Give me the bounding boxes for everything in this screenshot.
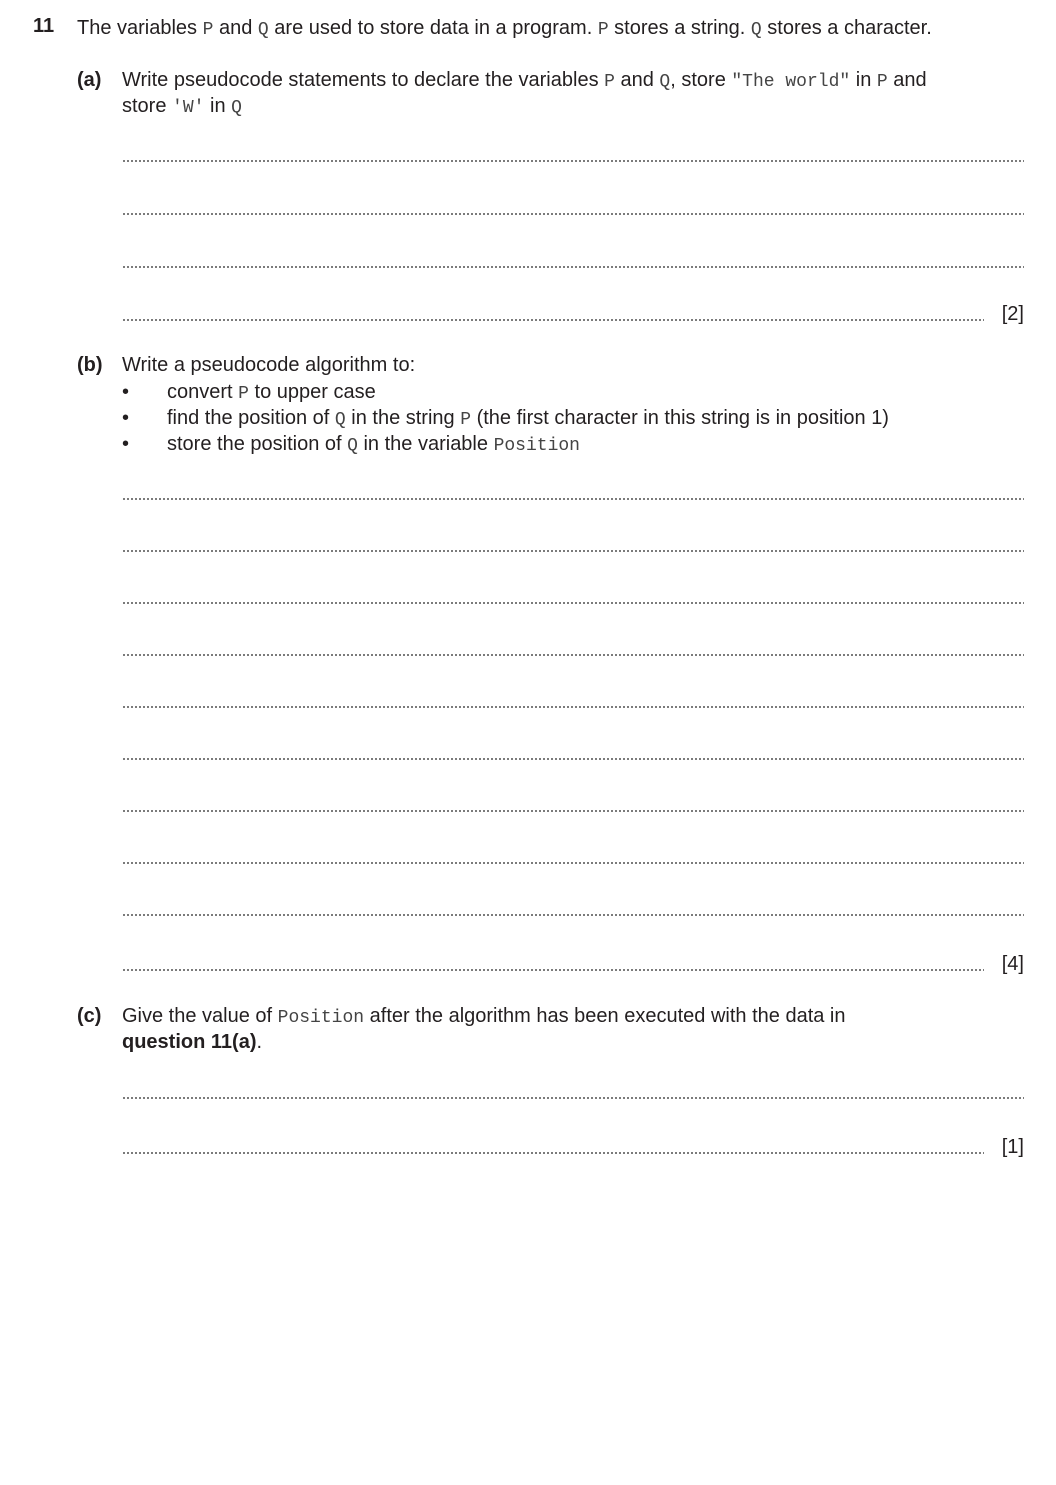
code-token: "The world" — [731, 72, 851, 92]
code-token: P — [876, 72, 888, 92]
text-run: stores a character. — [761, 17, 932, 39]
part-a-instruction-line1 — [122, 67, 1024, 95]
text-run: to upper case — [248, 381, 376, 403]
answer-line-a1[interactable] — [122, 160, 1024, 162]
code-token: Q — [347, 436, 358, 456]
answer-line-b1[interactable] — [122, 498, 1024, 500]
answer-line-b5[interactable] — [122, 706, 1024, 708]
text-run: store — [122, 95, 173, 117]
answer-line-b8[interactable] — [122, 862, 1024, 864]
answer-line-a2[interactable] — [122, 213, 1024, 215]
code-token: Q — [750, 20, 762, 40]
text-run: find the position of — [167, 407, 335, 429]
question-number: 11 — [33, 15, 55, 37]
code-token: Q — [231, 98, 242, 118]
answer-line-c2[interactable] — [122, 1152, 984, 1154]
text-run: convert — [167, 381, 239, 403]
text-run: store the position of — [167, 433, 348, 455]
part-c-instruction-line2 — [122, 1029, 1024, 1055]
text-run: , store — [670, 69, 732, 91]
answer-line-a3[interactable] — [122, 266, 1024, 268]
text-run: stores a string. — [608, 17, 751, 39]
text-run: and — [887, 69, 927, 91]
text-run: and — [213, 17, 258, 39]
answer-line-b6[interactable] — [122, 758, 1024, 760]
part-a-instruction-line2 — [122, 93, 1024, 121]
code-token: Position — [277, 1008, 365, 1028]
text-run: in the string — [345, 407, 461, 429]
code-token: Q — [257, 20, 269, 40]
text-run: in — [204, 95, 232, 117]
bullet-marker: • — [122, 433, 130, 455]
code-token: P — [460, 410, 472, 430]
text-run: after the algorithm has been executed with the data in — [364, 1005, 846, 1027]
bold-text: question 11(a) — [122, 1031, 257, 1053]
answer-line-b9[interactable] — [122, 914, 1024, 916]
text-run: . — [256, 1031, 263, 1053]
code-token: P — [604, 72, 615, 92]
part-b-marks: [4] — [1001, 953, 1024, 975]
code-token: Q — [659, 72, 671, 92]
text-run: in — [850, 69, 877, 91]
part-c-instruction-line1 — [122, 1003, 1024, 1031]
code-token: Position — [493, 436, 580, 456]
part-b-label: (b) — [77, 354, 103, 376]
part-c-label: (c) — [77, 1005, 102, 1027]
bullet-marker: • — [122, 407, 130, 429]
code-token: P — [597, 20, 609, 40]
text-run: in the variable — [357, 433, 494, 455]
text-run: Give the value of — [122, 1005, 278, 1027]
answer-line-b3[interactable] — [122, 602, 1024, 604]
part-a-marks: [2] — [1001, 303, 1024, 325]
part-a-label: (a) — [77, 69, 102, 91]
question-stem — [77, 15, 1025, 43]
code-token: P — [238, 384, 249, 404]
part-b-bullet-2 — [167, 405, 889, 433]
answer-line-b7[interactable] — [122, 810, 1024, 812]
answer-line-a4[interactable] — [122, 319, 984, 321]
code-token: Q — [334, 410, 346, 430]
part-c-marks: [1] — [1001, 1136, 1024, 1158]
text-run: Write pseudocode statements to declare the variables — [122, 69, 605, 91]
text-run: (the first character in this string is in position 1) — [471, 407, 889, 429]
bullet-marker: • — [122, 381, 130, 403]
part-b-bullet-3 — [167, 431, 580, 459]
part-b-bullet-1 — [167, 379, 376, 407]
text-run: are used to store data in a program. — [268, 17, 598, 39]
text-run: The variables — [77, 17, 203, 39]
answer-line-c1[interactable] — [122, 1097, 1024, 1099]
answer-line-b2[interactable] — [122, 550, 1024, 552]
part-b-intro: Write a pseudocode algorithm to: — [122, 354, 416, 376]
code-token: 'W' — [172, 98, 205, 118]
code-token: P — [202, 20, 214, 40]
answer-line-b10[interactable] — [122, 969, 984, 971]
answer-line-b4[interactable] — [122, 654, 1024, 656]
text-run: and — [614, 69, 660, 91]
